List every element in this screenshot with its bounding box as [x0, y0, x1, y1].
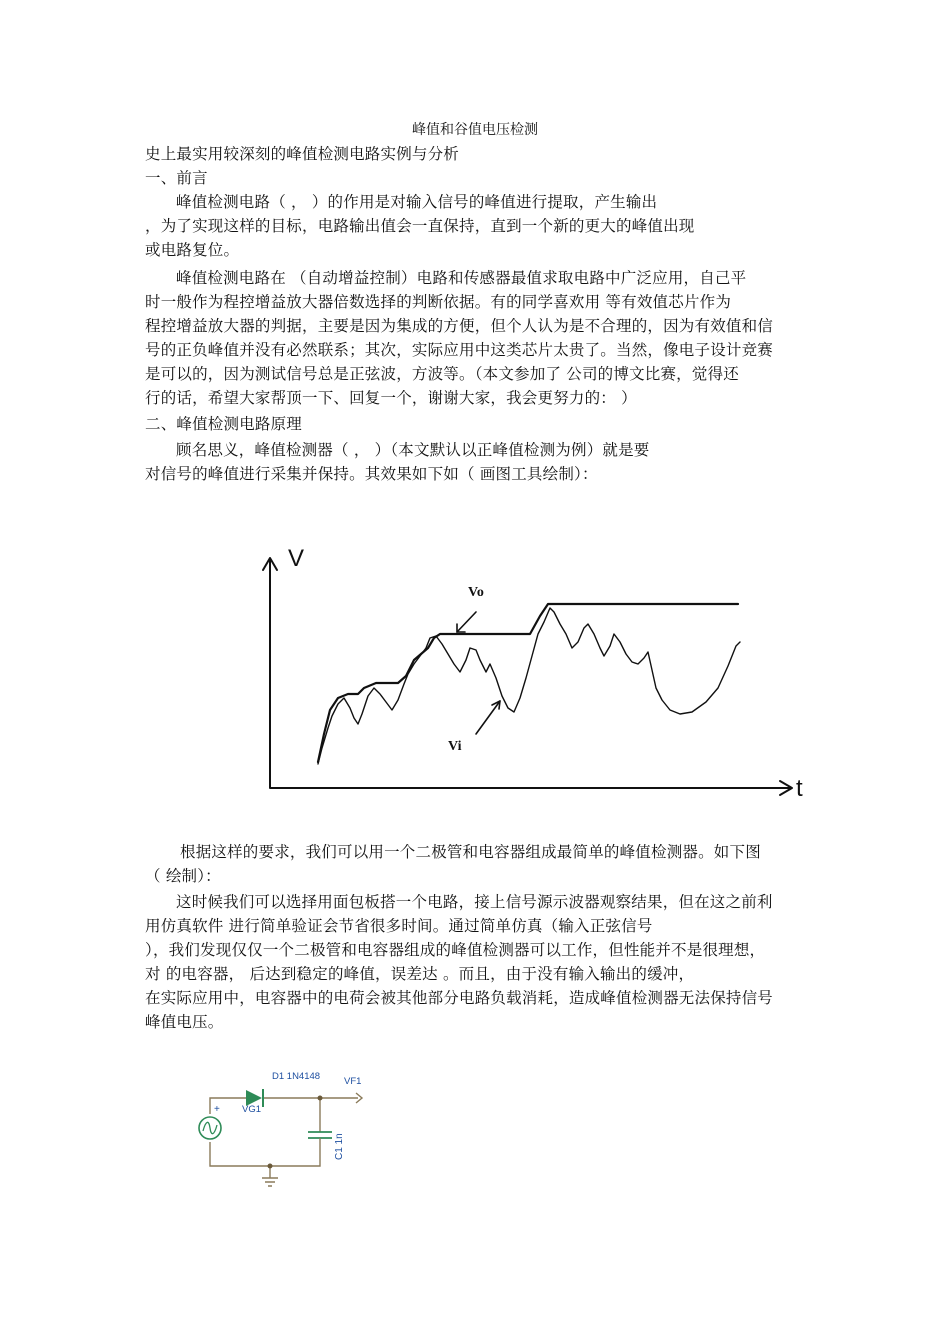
page-title: 峰值和谷值电压检测 [412, 122, 538, 138]
diode-label: D1 1N4148 [272, 1071, 321, 1082]
vi-label: Vi [448, 739, 462, 754]
paragraph-line: 这时候我们可以选择用面包板搭一个电路，接上信号源示波器观察结果，但在这之前利 [176, 893, 773, 911]
subtitle: 史上最实用较深刻的峰值检测电路实例与分析 [145, 145, 460, 163]
schematic-figure [190, 1062, 380, 1192]
capacitor-symbol [308, 1132, 332, 1138]
paragraph-line: 号的正负峰值并没有必然联系；其次，实际应用中这类芯片太贵了。当然，像电子设计竞赛 [145, 341, 774, 359]
paragraph-line: 在实际应用中，电容器中的电荷会被其他部分电路负载消耗，造成峰值检测器无法保持信号 [145, 989, 774, 1007]
vi-trace [318, 608, 740, 764]
paragraph-line: ），我们发现仅仅一个二极管和电容器组成的峰值检测器可以工作，但性能并不是很理想， [145, 941, 766, 959]
junction-dot-icon [318, 1096, 323, 1101]
vi-pointer-arrow [476, 701, 500, 734]
paragraph-line: 是可以的，因为测试信号总是正弦波，方波等。（本文参加了 公司的博文比赛，觉得还 [145, 365, 739, 383]
paragraph-line: 根据这样的要求，我们可以用一个二极管和电容器组成最简单的峰值检测器。如下图 [180, 843, 761, 861]
ground-icon [262, 1166, 278, 1186]
paragraph-line: 时一般作为程控增益放大器倍数选择的判断依据。有的同学喜欢用 等有效值芯片作为 [145, 293, 732, 311]
paragraph-line: 峰值检测电路在 （自动增益控制）电路和传感器最值求取电路中广泛应用，自己平 [176, 269, 747, 287]
paragraph-line: 顾名思义，峰值检测器（ ， ）（本文默认以正峰值检测为例）就是要 [176, 441, 650, 459]
plus-label: + [214, 1104, 220, 1115]
peak-waveform-figure [258, 538, 818, 808]
paragraph-line: ，为了实现这样的目标，电路输出值会一直保持，直到一个新的更大的峰值出现 [145, 217, 695, 235]
paragraph-line: （ 绘制）： [145, 867, 221, 885]
capacitor-label: C1 1n [334, 1133, 345, 1160]
x-axis-label: t [796, 775, 803, 802]
paragraph-line: 峰值检测电路（ ， ）的作用是对输入信号的峰值进行提取，产生输出 [176, 193, 658, 211]
vo-trace [318, 604, 738, 762]
axes-lines [270, 560, 790, 788]
sine-wave-icon [203, 1122, 217, 1133]
vo-label: Vo [468, 585, 484, 600]
wire-bottom [210, 1142, 320, 1166]
section-heading-principle: 二、峰值检测电路原理 [145, 415, 303, 433]
paragraph-line: 行的话，希望大家帮顶一下、回复一个，谢谢大家，我会更努力的： ） [145, 389, 637, 407]
paragraph-line: 对 的电容器， 后达到稳定的峰值，误差达 。而且，由于没有输入输出的缓冲， [145, 965, 695, 983]
source-label: VG1 [242, 1104, 262, 1115]
y-axis-label: V [288, 545, 305, 572]
probe-label: VF1 [344, 1076, 362, 1087]
paragraph-line: 对信号的峰值进行采集并保持。其效果如下如（ 画图工具绘制）： [145, 465, 598, 483]
junction-dot-icon [268, 1164, 273, 1169]
vo-pointer-arrow [457, 612, 476, 632]
paragraph-line: 用仿真软件 进行简单验证会节省很多时间。通过简单仿真（输入正弦信号 [145, 917, 653, 935]
paragraph-line: 或电路复位。 [145, 241, 240, 259]
paragraph-line: 峰值电压。 [145, 1013, 224, 1031]
paragraph-line: 程控增益放大器的判据，主要是因为集成的方便，但个人认为是不合理的，因为有效值和信 [145, 317, 774, 335]
section-heading-preface: 一、前言 [145, 169, 208, 187]
